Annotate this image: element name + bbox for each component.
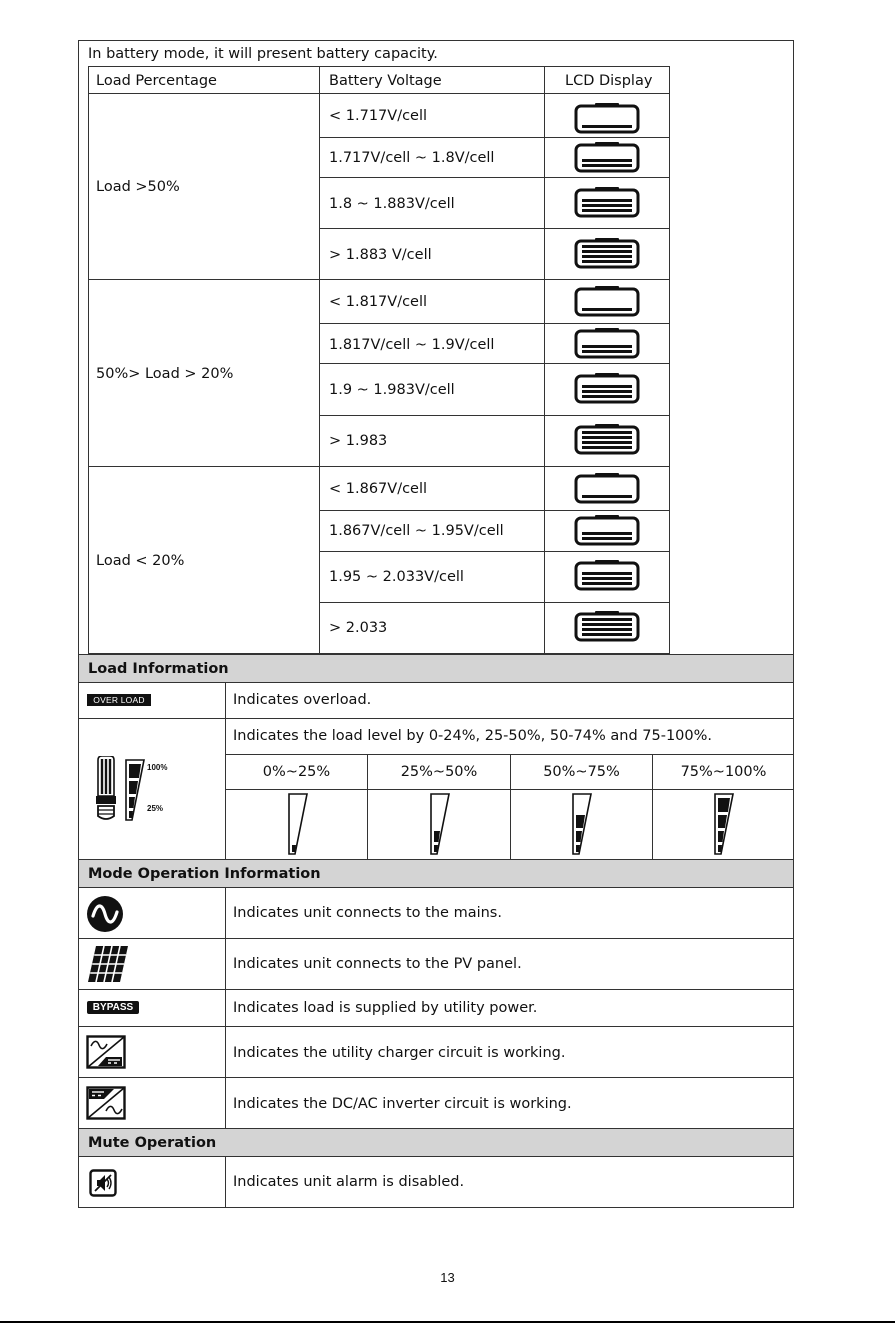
load-level-segment (718, 798, 730, 812)
battery-bar (582, 532, 632, 535)
battery-bar (582, 385, 632, 388)
battery-bar (582, 436, 632, 439)
battery-level-icon (574, 423, 640, 455)
load-level-meter (571, 792, 593, 856)
battery-bar (582, 537, 632, 540)
mode-desc: Indicates unit connects to the PV panel. (233, 956, 522, 972)
battery-level-icon (574, 237, 640, 269)
voltage-cell: 1.867V/cell ~ 1.95V/cell (329, 523, 504, 539)
mute-icon (89, 1169, 117, 1197)
ac-mains-icon (86, 895, 124, 933)
battery-bar (582, 628, 632, 631)
load-bulb-icon (88, 756, 124, 824)
load-level-desc: Indicates the load level by 0-24%, 25-50%, 50-74% and 75-100%. (233, 728, 713, 744)
header-battery-voltage: Battery Voltage (329, 73, 442, 89)
load-group-label: Load >50% (96, 179, 180, 195)
battery-bar (582, 209, 632, 212)
battery-bar (582, 345, 632, 348)
load-group-label: 50%> Load > 20% (96, 366, 234, 382)
mode-desc: Indicates load is supplied by utility power. (233, 1000, 538, 1016)
battery-bar (582, 260, 632, 263)
battery-level-icon (574, 559, 640, 591)
battery-level-icon (574, 472, 640, 504)
ac-dc-charger-icon (86, 1035, 126, 1069)
bypass-icon: BYPASS (87, 1001, 139, 1014)
load-group-label: Load < 20% (96, 553, 185, 569)
battery-bar (582, 582, 632, 585)
battery-intro: In battery mode, it will present battery capacity. (88, 46, 438, 62)
mode-desc: Indicates the utility charger circuit is working. (233, 1045, 566, 1061)
mode-desc: Indicates unit connects to the mains. (233, 905, 502, 921)
voltage-cell: 1.9 ~ 1.983V/cell (329, 382, 455, 398)
battery-bar (582, 159, 632, 162)
load-level-range: 0%~25% (262, 764, 331, 780)
load-level-range: 25%~50% (400, 764, 478, 780)
header-load-percentage: Load Percentage (96, 73, 217, 89)
battery-bar (582, 199, 632, 202)
overload-icon: OVER LOAD (87, 694, 151, 706)
voltage-cell: 1.717V/cell ~ 1.8V/cell (329, 150, 495, 166)
battery-level-icon (574, 285, 640, 317)
pv-panel-icon (86, 944, 130, 984)
header-lcd-display: LCD Display (565, 73, 653, 89)
battery-level-icon (574, 610, 640, 642)
mute-desc: Indicates unit alarm is disabled. (233, 1174, 465, 1190)
bottom-rule (0, 1321, 895, 1323)
battery-bar (582, 245, 632, 248)
battery-bar (582, 204, 632, 207)
battery-bar (582, 446, 632, 449)
mode-info-heading: Mode Operation Information (88, 866, 321, 882)
battery-bar (582, 255, 632, 258)
battery-level-icon (574, 186, 640, 218)
battery-level-icon (574, 327, 640, 359)
voltage-cell: 1.95 ~ 2.033V/cell (329, 569, 464, 585)
battery-bar (582, 495, 632, 498)
battery-bar (582, 164, 632, 167)
battery-bar (582, 572, 632, 575)
battery-bar (582, 633, 632, 636)
mute-heading: Mute Operation (88, 1135, 217, 1151)
battery-bar (582, 125, 632, 128)
load-level-range: 75%~100% (680, 764, 767, 780)
load-level-meter (287, 792, 309, 856)
battery-bar (582, 308, 632, 311)
load-level-icon (124, 758, 146, 822)
load-level-top-label: 100% (147, 763, 168, 772)
voltage-cell: < 1.717V/cell (329, 108, 428, 124)
battery-bar (582, 390, 632, 393)
battery-bar (582, 577, 632, 580)
battery-bar (582, 250, 632, 253)
battery-bar (582, 431, 632, 434)
load-level-segment (576, 815, 585, 828)
voltage-cell: 1.8 ~ 1.883V/cell (329, 196, 455, 212)
dc-ac-inverter-icon (86, 1086, 126, 1120)
voltage-cell: > 2.033 (329, 620, 388, 636)
battery-level-icon (574, 102, 640, 134)
battery-level-icon (574, 372, 640, 404)
battery-level-icon (574, 514, 640, 546)
page-number: 13 (440, 1270, 455, 1285)
battery-level-icon (574, 141, 640, 173)
battery-bar (582, 623, 632, 626)
mode-desc: Indicates the DC/AC inverter circuit is working. (233, 1096, 572, 1112)
voltage-cell: 1.817V/cell ~ 1.9V/cell (329, 337, 495, 353)
voltage-cell: < 1.817V/cell (329, 294, 428, 310)
load-level-bottom-label: 25% (147, 804, 164, 813)
load-level-range: 50%~75% (543, 764, 620, 780)
load-level-meter (713, 792, 735, 856)
voltage-cell: > 1.983 (329, 433, 388, 449)
battery-bar (582, 441, 632, 444)
overload-desc: Indicates overload. (233, 692, 372, 708)
voltage-cell: < 1.867V/cell (329, 481, 428, 497)
voltage-cell: > 1.883 V/cell (329, 247, 432, 263)
load-info-heading: Load Information (88, 661, 229, 677)
battery-bar (582, 350, 632, 353)
battery-bar (582, 618, 632, 621)
load-level-segment (718, 815, 727, 828)
battery-bar (582, 395, 632, 398)
load-level-meter (429, 792, 451, 856)
